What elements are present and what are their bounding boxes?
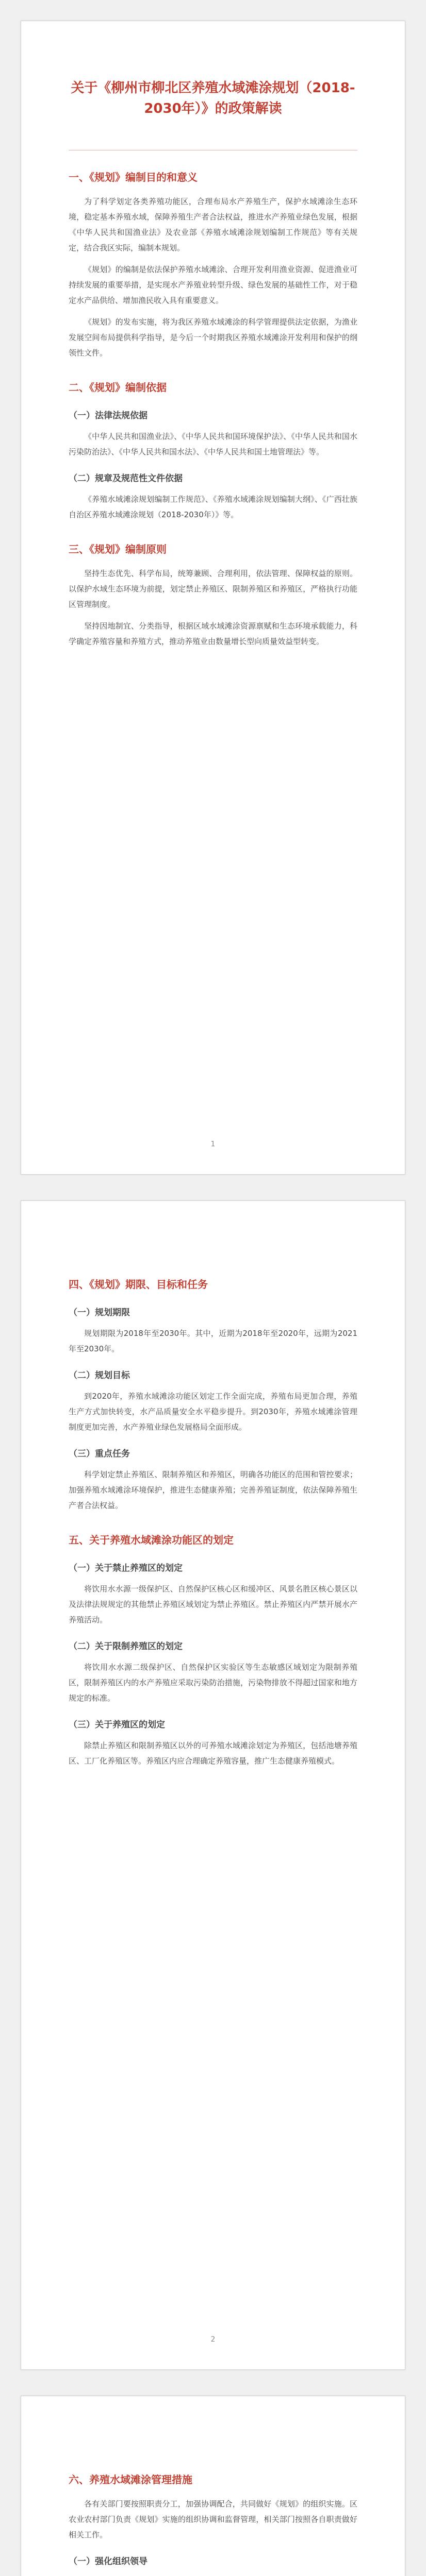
section-heading-3: 三、《规划》编制原则 [69,543,167,555]
paragraph: 为了科学划定各类养殖功能区，合理布局水产养殖生产，保护水域滩涂生态环境，稳定基本养殖水域，保障养殖生产者合法权益，推进水产养殖业绿色发展，根据《中华人民共和国渔业法》及农业部《养殖水域滩涂规划编制工作规范》等有关规定，结合我区实际，编制本规划。 [69,197,357,252]
section-heading-6: 六、养殖水域滩涂管理措施 [69,2473,192,2486]
document-page-2 [21,1200,405,2370]
paragraph: 《中华人民共和国渔业法》、《中华人民共和国环境保护法》、《中华人民共和国水污染防治法》、《中华人民共和国水法》、《中华人民共和国土地管理法》等。 [69,432,357,456]
paragraph: 除禁止养殖区和限制养殖区以外的可养殖水域滩涂划定为养殖区，包括池塘养殖区、工厂化养殖区等。养殖区内应合理确定养殖容量，推广生态健康养殖模式。 [69,1741,357,1766]
subheading: （一）关于禁止养殖区的划定 [69,1563,183,1573]
subheading: （二）规划目标 [69,1370,130,1381]
section-heading-1: 一、《规划》编制目的和意义 [69,171,198,183]
document-title: 关于《柳州市柳北区养殖水域滩涂规划（2018-2030年）》的政策解读 [71,80,355,116]
subheading: （三）关于养殖区的划定 [69,1720,165,1730]
paragraph: 规划期限为2018年至2030年。其中，近期为2018年至2020年，远期为2021年至2030年。 [69,1329,357,1353]
section-heading-5: 五、关于养殖水域滩涂功能区的划定 [69,1534,234,1546]
paragraph: 到2020年，养殖水域滩涂功能区划定工作全面完成，养殖布局更加合理，养殖生产方式加快转变，水产品质量安全水平稳步提升。到2030年，养殖水域滩涂管理制度更加完善，水产养殖业绿色发展格局全面形成。 [69,1392,357,1432]
paragraph: 将饮用水水源一级保护区、自然保护区核心区和缓冲区、风景名胜区核心景区以及法律法规规定的其他禁止养殖区域划定为禁止养殖区。禁止养殖区内严禁开展水产养殖活动。 [69,1584,357,1624]
document-page-1 [21,21,405,1175]
paragraph: 各有关部门要按照职责分工，加强协调配合，共同做好《规划》的组织实施。区农业农村部门负责《规划》实施的组织协调和监督管理，相关部门按照各自职责做好相关工作。 [69,2499,357,2539]
document-page-3 [21,2396,405,2576]
paragraph: 《规划》的发布实施，将为我区养殖水域滩涂的科学管理提供法定依据，为渔业发展空间布局提供科学指导，是今后一个时期我区养殖水域滩涂开发利用和保护的纲领性文件。 [69,317,357,358]
subheading: （二）关于限制养殖区的划定 [69,1641,183,1652]
page-number: 1 [210,1140,216,1148]
paragraph: 坚持因地制宜、分类指导，根据区域水域滩涂资源禀赋和生态环境承载能力，科学确定养殖容量和养殖方式，推动养殖业由数量增长型向质量效益型转变。 [69,621,357,646]
subheading: （一）规划期限 [69,1308,130,1318]
subheading: （二）规章及规范性文件依据 [69,473,183,484]
paragraph: 坚持生态优先、科学布局，统筹兼顾、合理利用，依法管理、保障权益的原则。以保护水域生态环境为前提，划定禁止养殖区、限制养殖区和养殖区，严格执行功能区管理制度。 [69,569,357,609]
paragraph: 《规划》的编制是依法保护养殖水域滩涂、合理开发利用渔业资源、促进渔业可持续发展的重要举措，是实现水产养殖业转型升级、绿色发展的基础性工作，对于稳定水产品供给、增加渔民收入具有重要意义。 [69,265,357,305]
section-heading-2: 二、《规划》编制依据 [69,381,167,394]
section-heading-4: 四、《规划》期限、目标和任务 [69,1278,208,1291]
paragraph: 《养殖水域滩涂规划编制工作规范》、《养殖水域滩涂规划编制大纲》、《广西壮族自治区养殖水域滩涂规划（2018-2030年）》等。 [69,495,357,519]
subheading: （一）法律法规依据 [69,411,148,421]
paragraph: 科学划定禁止养殖区、限制养殖区和养殖区，明确各功能区的范围和管控要求；加强养殖水域滩涂环境保护，推进生态健康养殖；完善养殖证制度，依法保障养殖生产者合法权益。 [69,1470,357,1510]
subheading: （一）强化组织领导 [69,2556,148,2567]
subheading: （三）重点任务 [69,1449,130,1459]
paragraph: 将饮用水水源二级保护区、自然保护区实验区等生态敏感区域划定为限制养殖区，限制养殖区内的水产养殖应采取污染防治措施，污染物排放不得超过国家和地方规定的标准。 [69,1663,357,1703]
page-number: 2 [210,2335,216,2344]
